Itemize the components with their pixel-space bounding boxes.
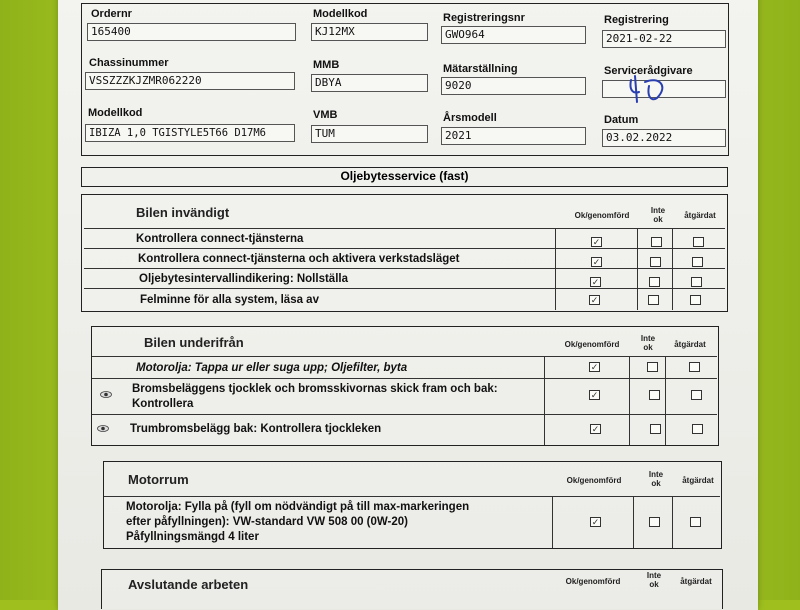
arsmodell-field: 2021	[441, 127, 586, 145]
modellkod2-label: Modellkod	[88, 107, 143, 119]
checklist-row	[92, 378, 717, 414]
checkbox-not-ok[interactable]	[650, 257, 661, 267]
mmb-label: MMB	[313, 59, 340, 71]
matarstallning-field: 9020	[441, 77, 586, 95]
arsmodell-label: Årsmodell	[443, 112, 497, 124]
checkbox-not-ok[interactable]	[650, 424, 661, 434]
form-title: Oljebytesservice (fast)	[81, 167, 728, 187]
registreringsnr-field: GWO964	[441, 26, 586, 44]
checkbox-fixed[interactable]	[692, 257, 703, 267]
checkbox-fixed[interactable]	[691, 277, 702, 287]
signature-scribble	[625, 72, 675, 106]
col-header-not-ok: Inte ok	[650, 206, 666, 224]
col-header-not-ok: Inte ok	[646, 571, 662, 589]
section-title: Bilen underifrån	[144, 335, 244, 350]
col-header-not-ok: Inte ok	[648, 470, 664, 488]
modellkod-field: KJ12MX	[311, 23, 428, 41]
checklist-row	[84, 288, 725, 310]
checkbox-fixed[interactable]	[693, 237, 704, 247]
checkbox-fixed[interactable]	[690, 517, 701, 527]
vmb-field: TUM	[311, 125, 428, 143]
checklist-row	[92, 356, 717, 378]
row-text: Kontrollera	[132, 398, 194, 410]
col-header-not-ok: Inte ok	[640, 334, 656, 352]
row-text: Oljebytesintervallindikering: Nollställa	[139, 273, 348, 285]
col-header-fixed: åtgärdat	[674, 340, 706, 349]
row-text: Felminne för alla system, läsa av	[140, 294, 319, 306]
registrering-field: 2021-02-22	[602, 30, 726, 48]
servicerad-label: Servicerådgivare	[604, 65, 693, 77]
checklist-row	[84, 248, 725, 268]
checklist-row	[92, 414, 717, 445]
checkbox-not-ok[interactable]	[649, 390, 660, 400]
section-title: Avslutande arbeten	[128, 577, 249, 592]
row-text: efter påfyllningen): VW-standard VW 508 00 (0W-20)	[126, 516, 408, 528]
checkbox-done[interactable]: ✓	[592, 237, 601, 247]
col-header-done: Ok/genomförd	[564, 340, 620, 349]
checklist-row	[84, 268, 725, 288]
vmb-label: VMB	[313, 109, 338, 121]
row-text: Motorolja: Fylla på (fyll om nödvändigt på till max-markeringen	[126, 501, 470, 513]
checkbox-fixed[interactable]	[689, 362, 700, 372]
col-header-fixed: åtgärdat	[680, 577, 712, 586]
section-title: Bilen invändigt	[136, 205, 230, 220]
section-motorrum	[103, 461, 722, 549]
modellkod-label: Modellkod	[313, 8, 368, 20]
row-text: Motorolja: Tappa ur eller suga upp; Oljefilter, byta	[136, 362, 408, 374]
section-title: Motorrum	[128, 472, 189, 487]
row-text: Kontrollera connect-tjänsterna och aktivera verkstadsläget	[138, 253, 460, 265]
row-text: Påfyllningsmängd 4 liter	[126, 531, 259, 543]
registreringsnr-label: Registreringsnr	[443, 12, 525, 24]
datum-label: Datum	[604, 114, 639, 126]
mmb-field: DBYA	[311, 74, 428, 92]
col-header-fixed: åtgärdat	[682, 476, 714, 485]
checkbox-fixed[interactable]	[690, 295, 701, 305]
eye-icon	[100, 391, 112, 398]
section-bilen-underifran	[91, 326, 719, 446]
checklist-row	[104, 496, 720, 548]
checklist-row	[84, 228, 725, 248]
checkbox-not-ok[interactable]	[649, 517, 660, 527]
checkbox-done[interactable]: ✓	[590, 295, 599, 305]
chassinummer-field: VSSZZZKJZMR062220	[85, 72, 295, 90]
checkbox-fixed[interactable]	[692, 424, 703, 434]
checkbox-not-ok[interactable]	[647, 362, 658, 372]
col-header-done: Ok/genomförd	[574, 211, 630, 220]
checkbox-fixed[interactable]	[691, 390, 702, 400]
ordernr-field: 165400	[87, 23, 296, 41]
checkbox-done[interactable]: ✓	[591, 517, 600, 527]
registrering-label: Registrering	[604, 14, 669, 26]
chassinummer-label: Chassinummer	[89, 57, 169, 69]
modellkod2-field: IBIZA 1,0 TGISTYLE5T66 D17M6	[85, 124, 295, 142]
checkbox-done[interactable]: ✓	[591, 277, 600, 287]
checkbox-not-ok[interactable]	[651, 237, 662, 247]
col-header-fixed: åtgärdat	[684, 211, 716, 220]
checkbox-done[interactable]: ✓	[592, 257, 601, 267]
section-avslutande-arbeten	[101, 569, 723, 609]
col-header-done: Ok/genomförd	[565, 577, 621, 586]
section-bilen-invandigt	[81, 194, 728, 312]
checkbox-done[interactable]: ✓	[591, 424, 600, 434]
matarstallning-label: Mätarställning	[443, 63, 518, 75]
checkbox-done[interactable]: ✓	[590, 362, 599, 372]
ordernr-label: Ordernr	[91, 8, 132, 20]
eye-icon	[97, 425, 109, 432]
row-text: Kontrollera connect-tjänsterna	[136, 233, 304, 245]
datum-field: 03.02.2022	[602, 129, 726, 147]
checkbox-not-ok[interactable]	[648, 295, 659, 305]
row-text: Bromsbeläggens tjocklek och bromsskivornas skick fram och bak:	[132, 383, 498, 395]
checkbox-done[interactable]: ✓	[590, 390, 599, 400]
checkbox-not-ok[interactable]	[649, 277, 660, 287]
row-text: Trumbromsbelägg bak: Kontrollera tjockleken	[130, 423, 382, 435]
col-header-done: Ok/genomförd	[566, 476, 622, 485]
